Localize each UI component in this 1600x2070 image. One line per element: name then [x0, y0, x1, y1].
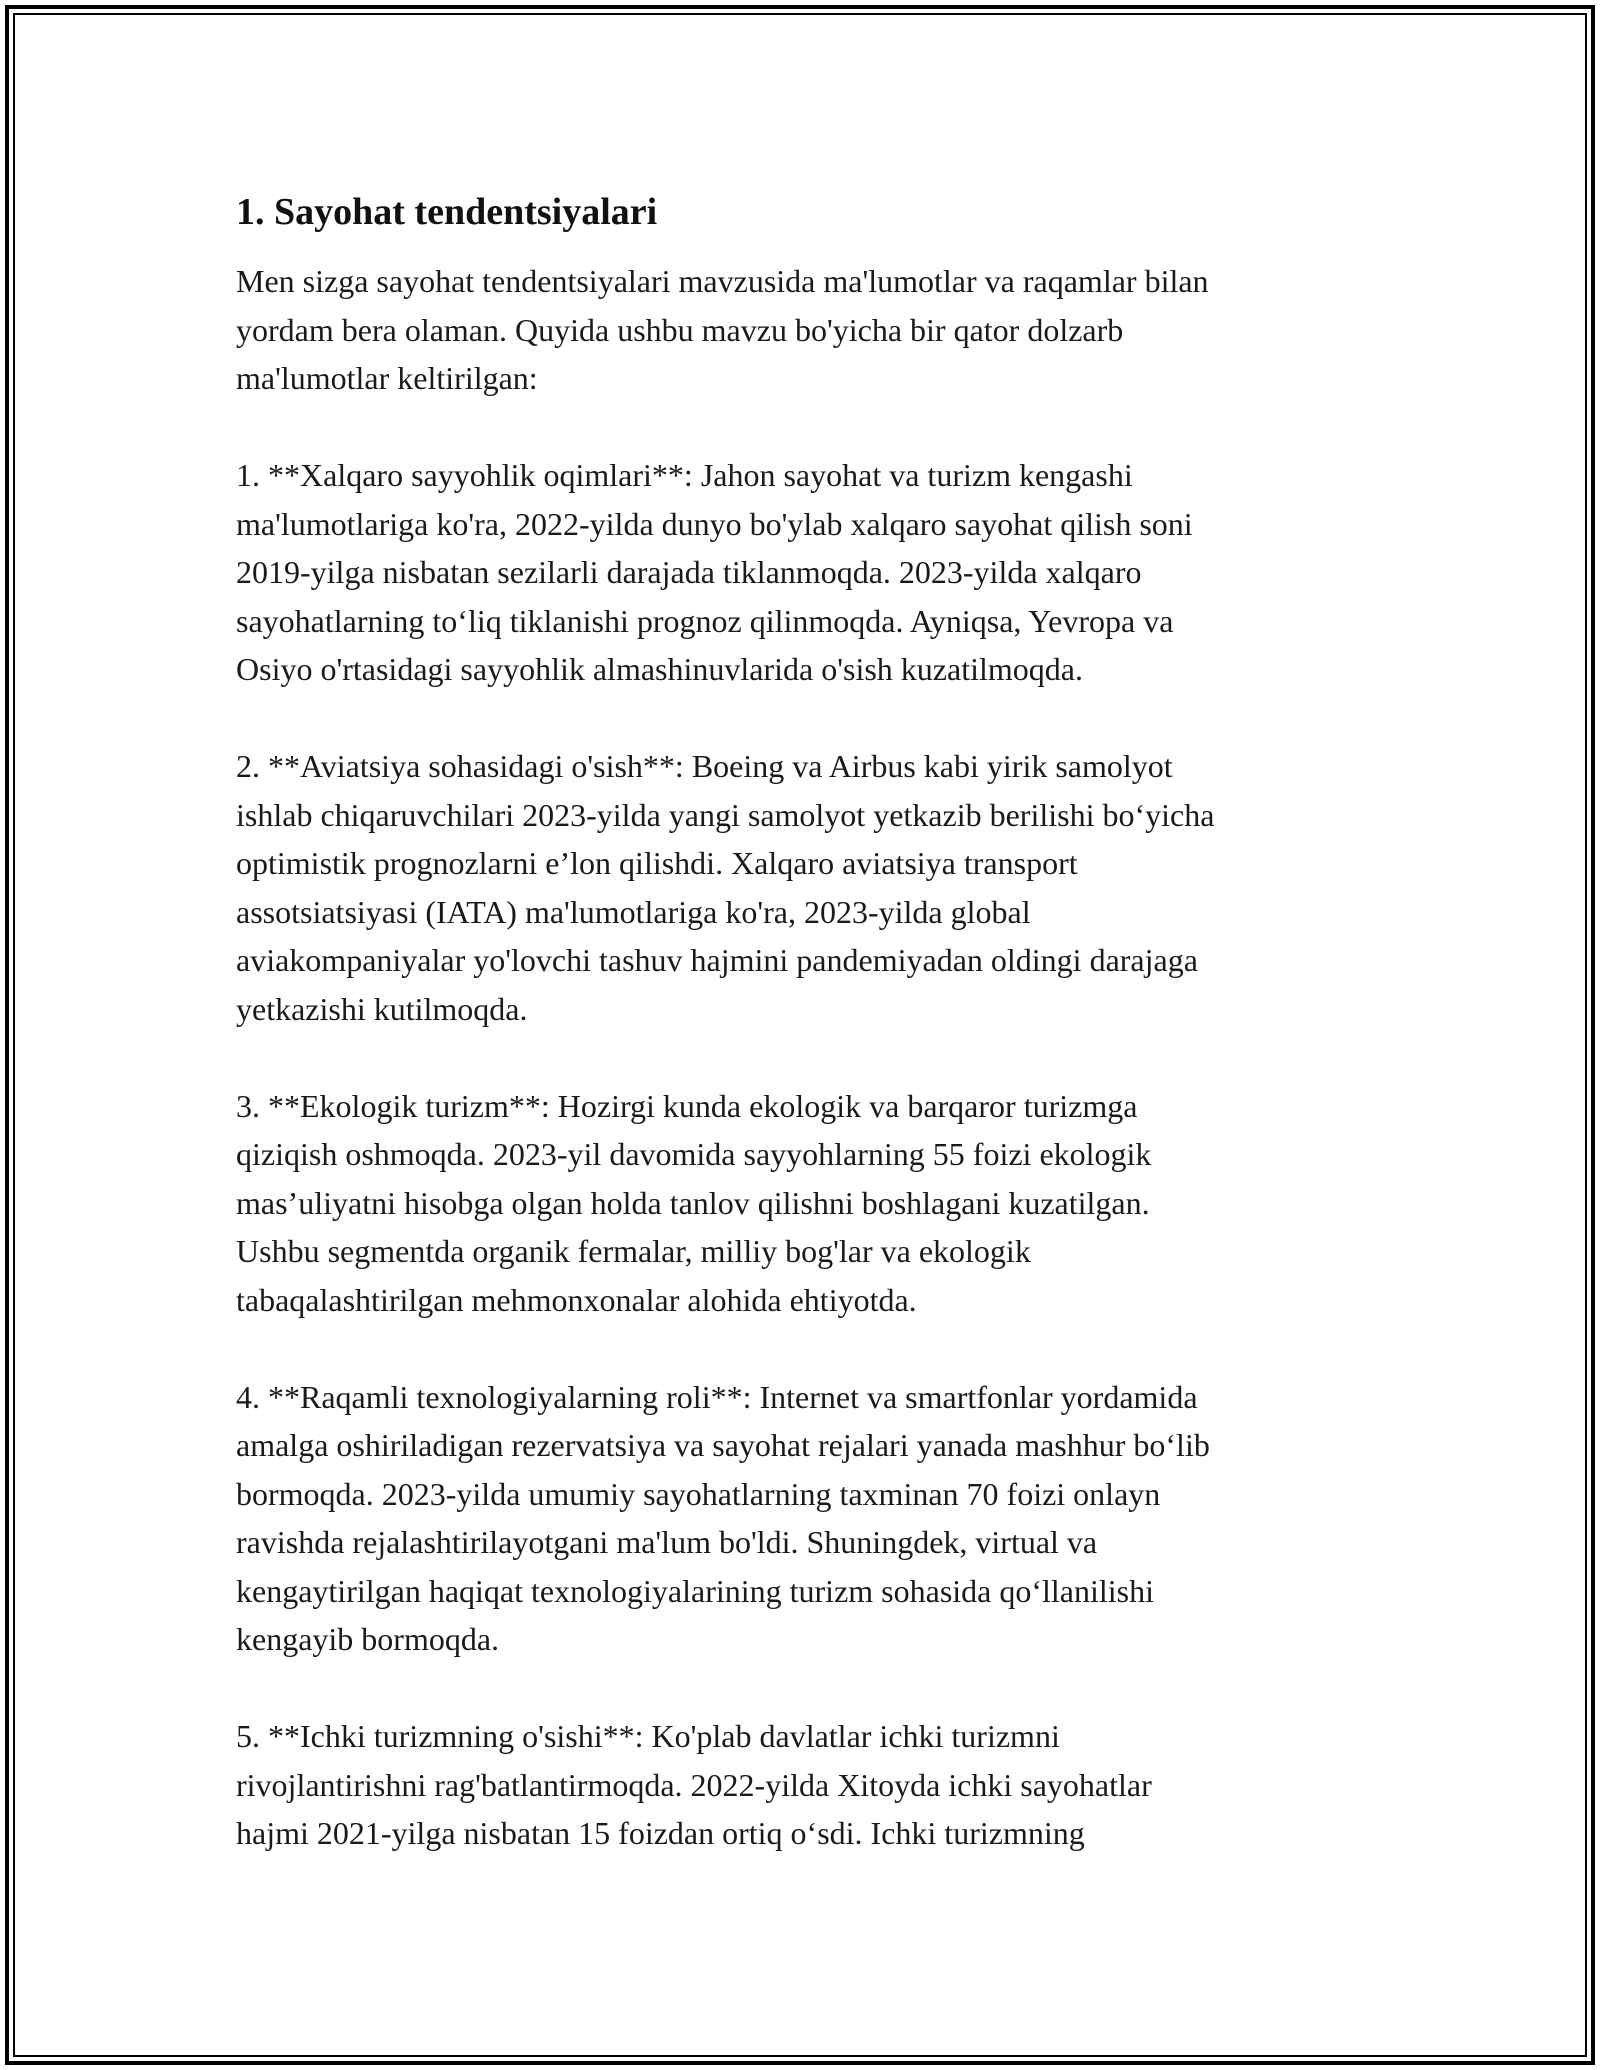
section-heading: 1. Sayohat tendentsiyalari — [236, 191, 658, 233]
paragraph-eco-tourism: 3. **Ekologik turizm**: Hozirgi kunda ekologik va barqaror turizmga qiziqish oshmoqda. 2023-yil davomida sayyohlarning 55 foizi ekologik mas’uliyatni hisobga olgan holda tanlov qilishni boshlagani kuzatilgan. Ushbu segmentda organik fermalar, milliy bog'lar va ekologik tabaqalashtirilgan mehmonxonalar alohida ehtiyotda. — [236, 1087, 1152, 1318]
intro-paragraph: Men sizga sayohat tendentsiyalari mavzusida ma'lumotlar va raqamlar bilan yordam bera olaman. Quyida ushbu mavzu bo'yicha bir qator dolzarb ma'lumotlar keltirilgan: — [236, 263, 1209, 396]
paragraph-digital-technologies: 4. **Raqamli texnologiyalarning roli**: Internet va smartfonlar yordamida amalga oshiriladigan rezervatsiya va sayohat rejalari yanada mashhur bo‘lib bormoqda. 2023-yilda umumiy sayohatlarning taxminan 70 foizi onlayn ravishda rejalashtirilayotgani ma'lum bo'ldi. Shuningdek, virtual va kengaytirilgan haqiqat texnologiyalarining turizm sohasida qo‘llanilishi kengayib bormoqda. — [236, 1378, 1210, 1657]
paragraph-international-tourism: 1. **Xalqaro sayyohlik oqimlari**: Jahon sayohat va turizm kengashi ma'lumotlariga ko'ra, 2022-yilda dunyo bo'ylab xalqaro sayohat qilish soni 2019-yilga nisbatan sezilarli darajada tiklanmoqda. 2023-yilda xalqaro sayohatlarning to‘liq tiklanishi prognoz qilinmoqda. Ayniqsa, Yevropa va Osiyo o'rtasidagi sayyohlik almashinuvlarida o'sish kuzatilmoqda. — [236, 457, 1193, 687]
paragraph-domestic-tourism: 5. **Ichki turizmning o'sishi**: Ko'plab davlatlar ichki turizmni rivojlantirishni rag'batlantirmoqda. 2022-yilda Xitoyda ichki sayohatlar hajmi 2021-yilga nisbatan 15 foizdan ortiq o‘sdi. Ichki turizmning — [236, 1718, 1152, 1851]
document-body — [236, 188, 1366, 1906]
paragraph-aviation-growth: 2. **Aviatsiya sohasidagi o'sish**: Boeing va Airbus kabi yirik samolyot ishlab chiqaruvchilari 2023-yilda yangi samolyot yetkazib berilishi bo‘yicha optimistik prognozlarni e’lon qilishdi. Xalqaro aviatsiya transport assotsiatsiyasi (IATA) ma'lumotlariga ko'ra, 2023-yilda global aviakompaniyalar yo'lovchi tashuv hajmini pandemiyadan oldingi darajaga yetkazishi kutilmoqda. — [236, 748, 1215, 1027]
